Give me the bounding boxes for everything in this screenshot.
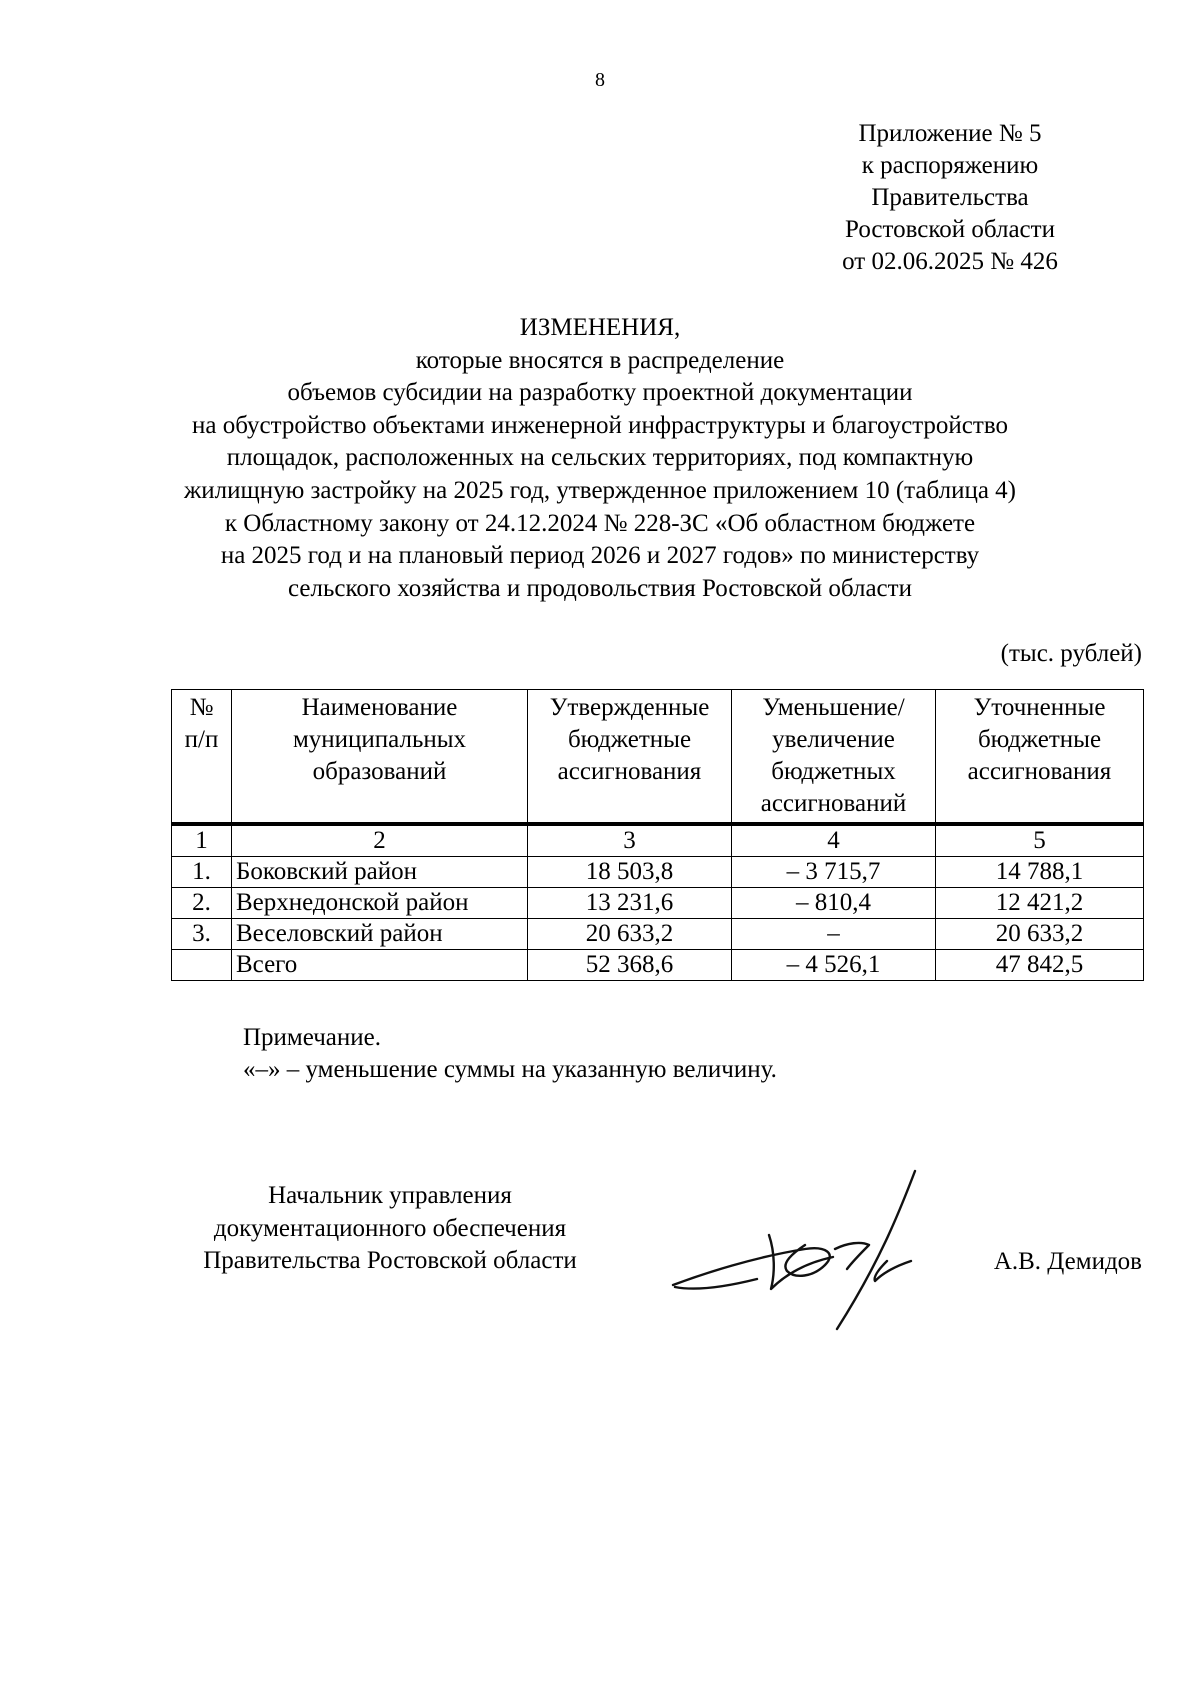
appendix-line: от 02.06.2025 № 426 [842,248,1058,275]
signatory-position [160,1180,620,1278]
district-name: Верхнедонской район [232,888,528,919]
title-line: объемов субсидии на разработку проектной документации [287,379,913,407]
header-cell-name: Наименование муниципальных образований [232,690,528,825]
refined-value: 14 788,1 [936,857,1144,888]
handwritten-signature [665,1165,965,1335]
column-number: 5 [936,824,1144,857]
appendix-block [800,118,1100,278]
column-number: 1 [172,824,232,857]
appendix-line: Приложение № 5 [858,120,1042,147]
table-header-row [172,690,1144,825]
table-row [172,857,1144,888]
row-number [172,950,232,981]
title-heading: ИЗМЕНЕНИЯ, [519,314,681,341]
column-number-row [172,824,1144,857]
signatory-line: документационного обеспечения [213,1214,567,1242]
approved-value: 18 503,8 [528,857,732,888]
title-line: жилищную застройку на 2025 год, утвержденное приложением 10 (таблица 4) [183,476,1017,504]
change-value: – [732,919,936,950]
title-line: к Областному закону от 24.12.2024 № 228-ЗС «Об областном бюджете [224,509,976,537]
title-line: площадок, расположенных на сельских территориях, под компактную [226,444,974,472]
column-number: 4 [732,824,936,857]
table-row [172,919,1144,950]
document-title [130,312,1070,605]
title-line: на 2025 год и на плановый период 2026 и 2027 годов» по министерству [220,542,980,570]
page-number: 8 [595,69,605,91]
district-name: Веселовский район [232,919,528,950]
header-cell-number: № п/п [172,690,232,825]
district-name: Боковский район [232,857,528,888]
row-number: 2. [172,888,232,919]
total-label: Всего [232,950,528,981]
unit-label: (тыс. рублей) [1000,640,1142,667]
appendix-line: Ростовской области [845,216,1055,243]
header-cell-change: Уменьшение/ увеличение бюджетных ассигнований [732,690,936,825]
header-cell-refined: Уточненные бюджетные ассигнования [936,690,1144,825]
title-line: которые вносятся в распределение [415,346,785,374]
note-text: «–» – уменьшение суммы на указанную величину. [243,1056,777,1083]
row-number: 3. [172,919,232,950]
signature-stroke [769,1235,833,1289]
signature-stroke [875,1261,911,1281]
row-number: 1. [172,857,232,888]
change-total: – 4 526,1 [732,950,936,981]
signatory-line: Начальник управления [268,1182,512,1209]
approved-value: 20 633,2 [528,919,732,950]
refined-total: 47 842,5 [936,950,1144,981]
note-block [243,1022,777,1086]
refined-value: 20 633,2 [936,919,1144,950]
appendix-line: Правительства [871,184,1029,211]
approved-value: 13 231,6 [528,888,732,919]
table-row [172,888,1144,919]
column-number: 2 [232,824,528,857]
appendix-line: к распоряжению [861,152,1039,179]
refined-value: 12 421,2 [936,888,1144,919]
signer-name: А.В. Демидов [993,1248,1142,1275]
change-value: – 3 715,7 [732,857,936,888]
title-line: сельского хозяйства и продовольствия Ростовской области [288,574,912,602]
signature-stroke [837,1171,915,1329]
approved-total: 52 368,6 [528,950,732,981]
budget-table [171,689,1144,981]
signature-stroke [835,1243,869,1269]
header-cell-approved: Утвержденные бюджетные ассигнования [528,690,732,825]
signatory-line: Правительства Ростовской области [203,1247,577,1275]
change-value: – 810,4 [732,888,936,919]
note-title: Примечание. [243,1024,382,1051]
table-total-row [172,950,1144,981]
title-line: на обустройство объектами инженерной инфраструктуры и благоустройство [192,411,1008,439]
column-number: 3 [528,824,732,857]
